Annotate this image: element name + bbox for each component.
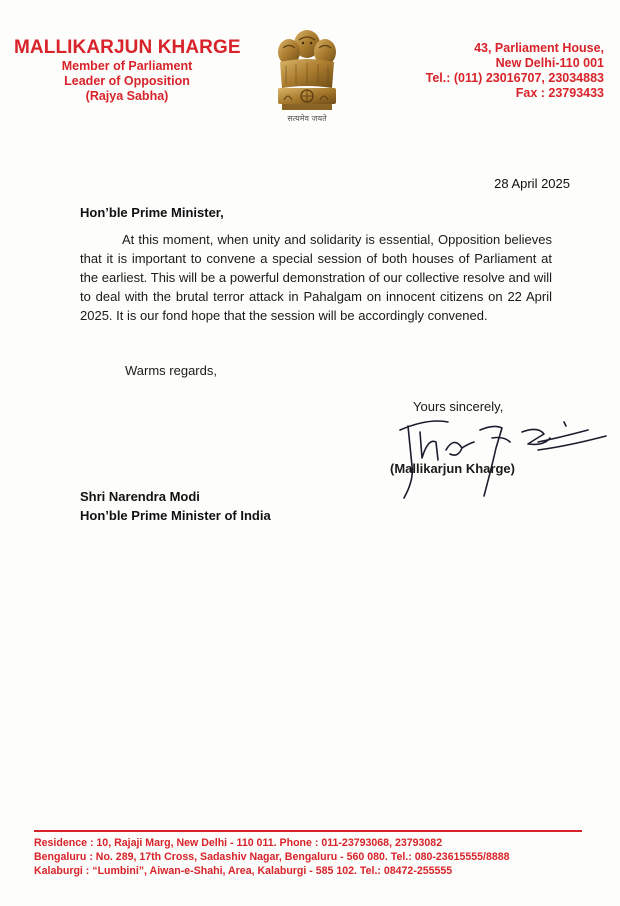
closing: Warms regards,	[125, 363, 217, 378]
footer-divider	[34, 830, 582, 832]
footer-line: Residence : 10, Rajaji Marg, New Delhi - 110 011. Phone : 011-23793068, 23793082	[34, 837, 443, 849]
addressee-line: Hon’ble Prime Minister of India	[80, 508, 271, 523]
salutation: Hon’ble Prime Minister,	[80, 205, 224, 220]
handwritten-signature	[388, 408, 608, 503]
footer-line: Kalaburgi : “Lumbini”, Aiwan-e-Shahi, Area, Kalaburgi - 585 102. Tel.: 08472-255555	[34, 865, 453, 877]
footer-addresses	[34, 836, 594, 878]
address-line: Fax : 23793433	[515, 86, 604, 100]
letterhead-name: MALLIKARJUN KHARGE	[14, 37, 241, 58]
footer-line: Bengaluru : No. 289, 17th Cross, Sadashiv Nagar, Bengaluru - 560 080. Tel.: 080-23615555/8888	[34, 851, 510, 863]
letter-date: 28 April 2025	[494, 176, 570, 191]
emblem-motto: सत्यमेव जयते	[287, 114, 327, 123]
sign-off: Yours sincerely,	[413, 399, 504, 414]
addressee-line: Shri Narendra Modi	[80, 489, 200, 504]
letterhead-address	[426, 41, 604, 101]
role-line: (Rajya Sabha)	[85, 89, 169, 103]
address-line: New Delhi-110 001	[495, 56, 604, 70]
letterhead-roles	[14, 59, 240, 104]
signatory-name: (Mallikarjun Kharge)	[390, 461, 515, 476]
role-line: Member of Parliament	[61, 59, 193, 73]
addressee-block	[80, 487, 271, 525]
address-line: Tel.: (011) 23016707, 23034883	[425, 71, 604, 85]
role-line: Leader of Opposition	[64, 74, 190, 88]
address-line: 43, Parliament House,	[474, 41, 604, 55]
letter-body: At this moment, when unity and solidarity is essential, Opposition believes that it is important to convene a special session of both houses of Parliament at the earliest. This will be a powerful demonstration of our collective resolve and will to deal with the brutal terror attack in Pahalgam on innocent citizens on 22 April 2025. It is our fond hope that the session will be accordingly convened.	[80, 232, 552, 323]
